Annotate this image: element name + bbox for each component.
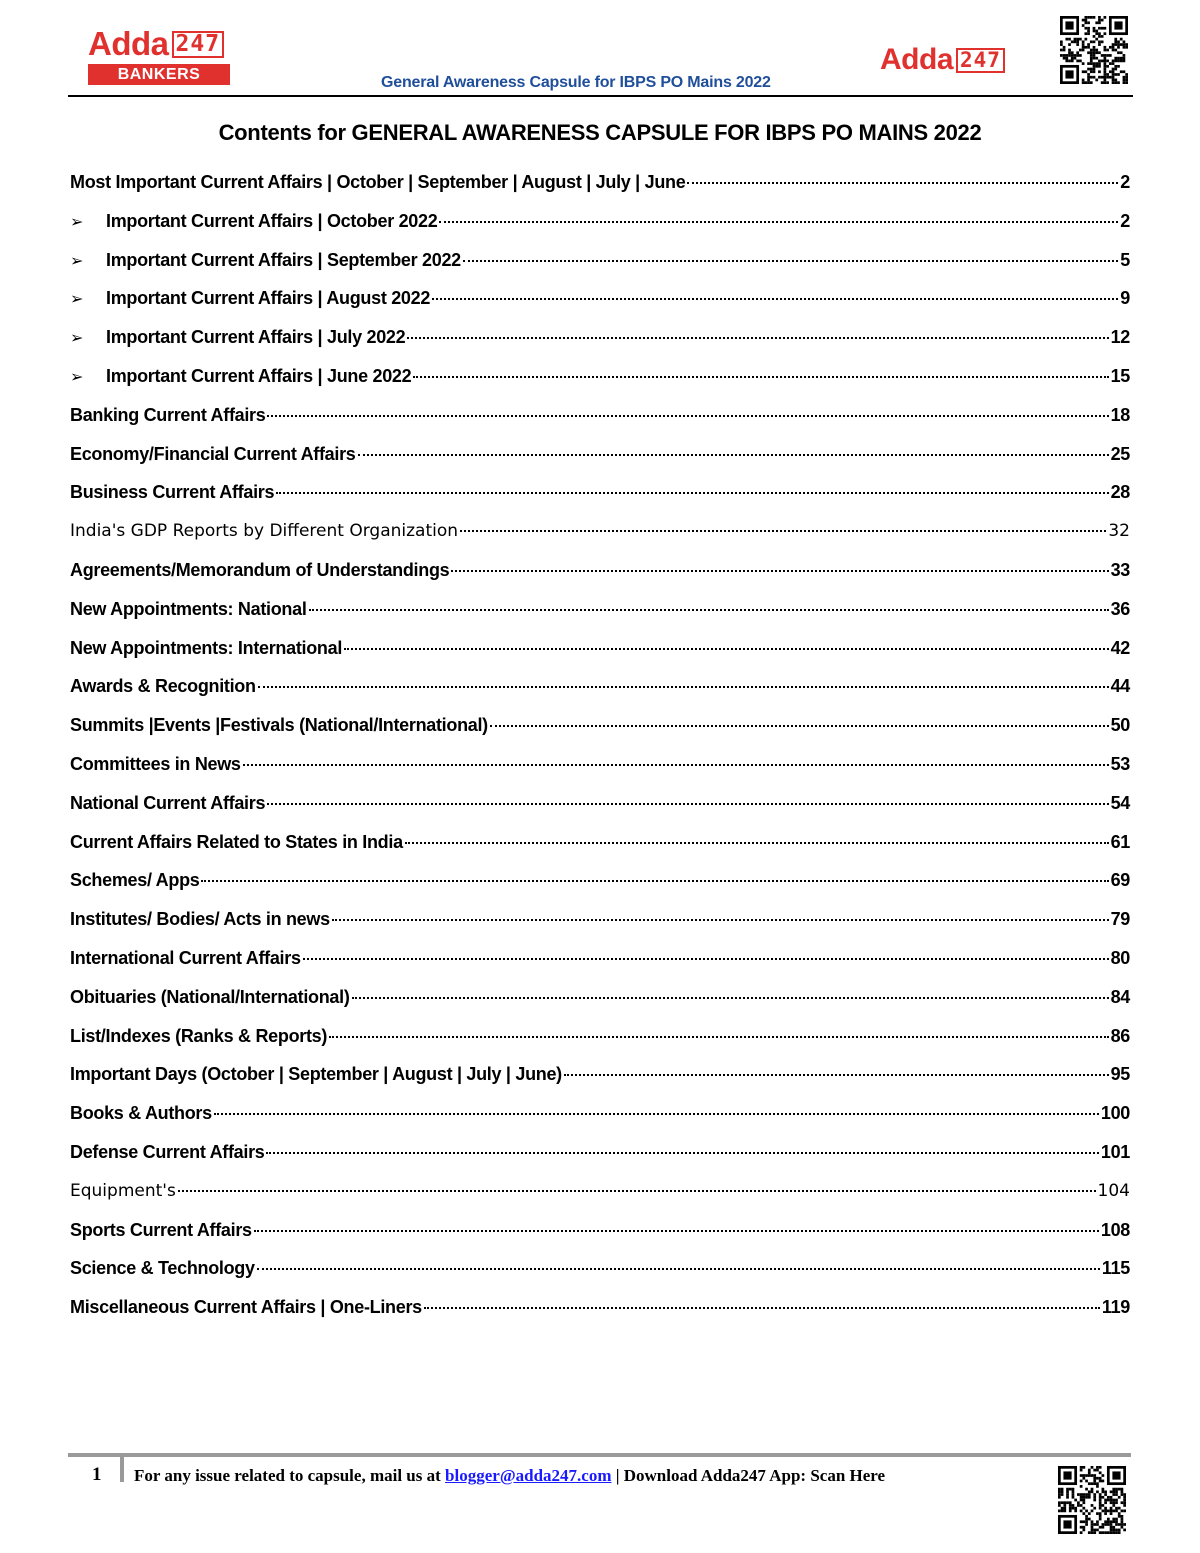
dot-leader	[332, 919, 1109, 921]
toc-entry[interactable]	[70, 1253, 1130, 1292]
toc-entry-label: Science & Technology	[70, 1258, 255, 1279]
toc-entry[interactable]	[70, 982, 1130, 1021]
logo-bankers-bar: BANKERS	[88, 64, 230, 85]
toc-page-number: 80	[1110, 947, 1130, 968]
qr-code-icon[interactable]	[1060, 16, 1128, 84]
toc-entry[interactable]	[70, 1098, 1130, 1137]
qr-code-icon[interactable]	[1058, 1466, 1126, 1534]
toc-entry-label: Important Current Affairs | June 2022	[106, 365, 412, 386]
toc-entry[interactable]	[70, 749, 1130, 788]
toc-entry[interactable]	[70, 1215, 1130, 1254]
arrow-bullet-icon: ➢	[70, 330, 84, 348]
toc-page-number: 95	[1110, 1064, 1130, 1085]
toc-entry-label: National Current Affairs	[70, 792, 266, 813]
toc-entry-label: List/Indexes (Ranks & Reports)	[70, 1025, 328, 1046]
toc-entry-label: Miscellaneous Current Affairs | One-Liners	[70, 1297, 422, 1318]
toc-entry[interactable]	[70, 671, 1130, 710]
toc-page-number: 32	[1108, 521, 1130, 542]
toc-entry[interactable]	[70, 555, 1130, 594]
dot-leader	[358, 454, 1109, 456]
dot-leader	[309, 609, 1109, 611]
toc-subentry[interactable]	[70, 206, 1130, 245]
toc-entry[interactable]	[70, 1137, 1130, 1176]
dot-leader	[432, 298, 1118, 300]
dot-leader	[490, 725, 1109, 727]
logo-adda-text: Adda	[880, 43, 953, 76]
toc-page-number: 86	[1110, 1025, 1130, 1046]
toc-entry[interactable]	[70, 865, 1130, 904]
toc-entry-label: Important Current Affairs | September 2022	[106, 249, 461, 270]
dot-leader	[407, 337, 1108, 339]
toc-page-number: 119	[1101, 1297, 1130, 1318]
toc-entry-label: Business Current Affairs	[70, 482, 275, 503]
dot-leader	[451, 570, 1108, 572]
dot-leader	[257, 1268, 1100, 1270]
toc-page-number: 9	[1120, 288, 1130, 309]
toc-entry[interactable]	[70, 1176, 1130, 1215]
toc-entry-label: Important Days (October | September | August | July | June)	[70, 1064, 562, 1085]
toc-entry-label: Equipment's	[70, 1180, 176, 1201]
toc-page-number: 115	[1101, 1258, 1130, 1279]
toc-page-number: 36	[1110, 598, 1130, 619]
toc-entry-label: Agreements/Memorandum of Understandings	[70, 559, 450, 580]
dot-leader	[687, 182, 1118, 184]
dot-leader	[439, 221, 1118, 223]
toc-entry-label: Obituaries (National/International)	[70, 986, 350, 1007]
toc-entry-label: Summits |Events |Festivals (National/International)	[70, 715, 488, 736]
adda247-logo	[880, 42, 1005, 78]
toc-page-number: 53	[1110, 753, 1130, 774]
toc-entry-label: New Appointments: International	[70, 637, 343, 658]
toc-page-number: 2	[1120, 172, 1130, 192]
toc-page-number: 100	[1100, 1103, 1130, 1124]
toc-entry-label: Schemes/ Apps	[70, 870, 200, 891]
toc-entry[interactable]	[70, 167, 1130, 206]
dot-leader	[352, 997, 1109, 999]
logo-247-box: 247	[172, 31, 225, 58]
dot-leader	[267, 803, 1108, 805]
toc-page-number: 79	[1110, 909, 1130, 930]
toc-entry-label: India's GDP Reports by Different Organization	[70, 521, 459, 542]
dot-leader	[329, 1036, 1109, 1038]
toc-entry[interactable]	[70, 1021, 1130, 1060]
toc-page-number: 101	[1100, 1141, 1130, 1162]
dot-leader	[276, 492, 1108, 494]
toc-entry-label: Books & Authors	[70, 1103, 212, 1124]
table-of-contents	[70, 167, 1130, 1331]
toc-entry[interactable]	[70, 1059, 1130, 1098]
arrow-bullet-icon: ➢	[70, 291, 84, 309]
toc-entry[interactable]	[70, 439, 1130, 478]
toc-entry[interactable]	[70, 400, 1130, 439]
toc-entry[interactable]	[70, 904, 1130, 943]
dot-leader	[254, 1230, 1099, 1232]
toc-entry[interactable]	[70, 633, 1130, 672]
logo-247-box: 247	[956, 48, 1005, 73]
toc-entry[interactable]	[70, 710, 1130, 749]
footer-text-before: For any issue related to capsule, mail us at	[134, 1466, 441, 1485]
toc-page-number: 54	[1110, 792, 1130, 813]
header-divider	[68, 95, 1133, 97]
dot-leader	[243, 764, 1109, 766]
footer-divider	[68, 1453, 1131, 1457]
dot-leader	[463, 260, 1118, 262]
toc-entry-label: Important Current Affairs | October 2022	[106, 210, 438, 231]
dot-leader	[424, 1307, 1100, 1309]
dot-leader	[344, 648, 1109, 650]
dot-leader	[266, 1152, 1098, 1154]
toc-page-number: 84	[1110, 986, 1130, 1007]
toc-entry-label: Important Current Affairs | July 2022	[106, 327, 406, 348]
toc-entry[interactable]	[70, 943, 1130, 982]
toc-page-number: 108	[1100, 1219, 1130, 1240]
dot-leader	[201, 880, 1108, 882]
dot-leader	[405, 842, 1109, 844]
support-email-link[interactable]: blogger@adda247.com	[445, 1466, 612, 1485]
toc-page-number: 25	[1110, 443, 1130, 464]
toc-page-number: 2	[1120, 210, 1130, 231]
page-title: Contents for GENERAL AWARENESS CAPSULE FOR IBPS PO MAINS 2022	[218, 120, 982, 145]
dot-leader	[413, 376, 1108, 378]
adda247-bankers-logo	[88, 26, 232, 85]
toc-entry-label: Defense Current Affairs	[70, 1141, 265, 1162]
toc-page-number: 28	[1110, 482, 1130, 503]
toc-entry-label: Banking Current Affairs	[70, 404, 266, 425]
toc-entry-label: Economy/Financial Current Affairs	[70, 443, 356, 464]
toc-entry[interactable]	[70, 477, 1130, 516]
footer-text	[134, 1466, 885, 1486]
toc-page-number: 69	[1110, 870, 1130, 891]
dot-leader	[460, 530, 1106, 532]
toc-page-number: 5	[1120, 249, 1130, 270]
toc-entry-label: Committees in News	[70, 753, 241, 774]
toc-entry-label: Institutes/ Bodies/ Acts in news	[70, 909, 330, 930]
toc-entry-label: Important Current Affairs | August 2022	[106, 288, 431, 309]
toc-entry[interactable]	[70, 516, 1130, 555]
header-title: General Awareness Capsule for IBPS PO Mains 2022	[381, 74, 771, 91]
toc-entry-label: Sports Current Affairs	[70, 1219, 252, 1240]
footer-text-after: | Download Adda247 App: Scan Here	[615, 1466, 886, 1485]
toc-page-number: 15	[1110, 365, 1130, 386]
dot-leader	[564, 1074, 1109, 1076]
toc-page-number: 61	[1110, 831, 1130, 852]
toc-page-number: 50	[1110, 715, 1130, 736]
toc-entry[interactable]	[70, 827, 1130, 866]
arrow-bullet-icon: ➢	[70, 213, 84, 231]
toc-entry-label: New Appointments: National	[70, 598, 307, 619]
dot-leader	[214, 1113, 1099, 1115]
dot-leader	[258, 686, 1109, 688]
dot-leader	[267, 415, 1108, 417]
toc-entry-label: Current Affairs Related to States in India	[70, 831, 403, 852]
toc-entry-label: Awards & Recognition	[70, 676, 256, 697]
toc-entry[interactable]	[70, 1292, 1130, 1331]
toc-page-number: 104	[1097, 1180, 1130, 1201]
toc-page-number: 33	[1110, 559, 1130, 580]
dot-leader	[303, 958, 1109, 960]
toc-page-number: 18	[1110, 404, 1130, 425]
toc-entry-label: International Current Affairs	[70, 947, 301, 968]
toc-entry-label: Most Important Current Affairs | October | September | August | July | June	[70, 172, 686, 192]
toc-page-number: 42	[1110, 637, 1130, 658]
arrow-bullet-icon: ➢	[70, 368, 84, 386]
toc-entry[interactable]	[70, 594, 1130, 633]
toc-subentry[interactable]	[70, 283, 1130, 322]
toc-subentry[interactable]	[70, 361, 1130, 400]
toc-page-number: 44	[1110, 676, 1130, 697]
toc-subentry[interactable]	[70, 245, 1130, 284]
dot-leader	[178, 1190, 1096, 1192]
toc-entry[interactable]	[70, 788, 1130, 827]
footer-vertical-bar	[120, 1456, 124, 1482]
page-number: 1	[92, 1464, 102, 1485]
arrow-bullet-icon: ➢	[70, 252, 84, 270]
logo-adda-text: Adda	[88, 25, 169, 62]
toc-page-number: 12	[1110, 327, 1130, 348]
toc-subentry[interactable]	[70, 322, 1130, 361]
